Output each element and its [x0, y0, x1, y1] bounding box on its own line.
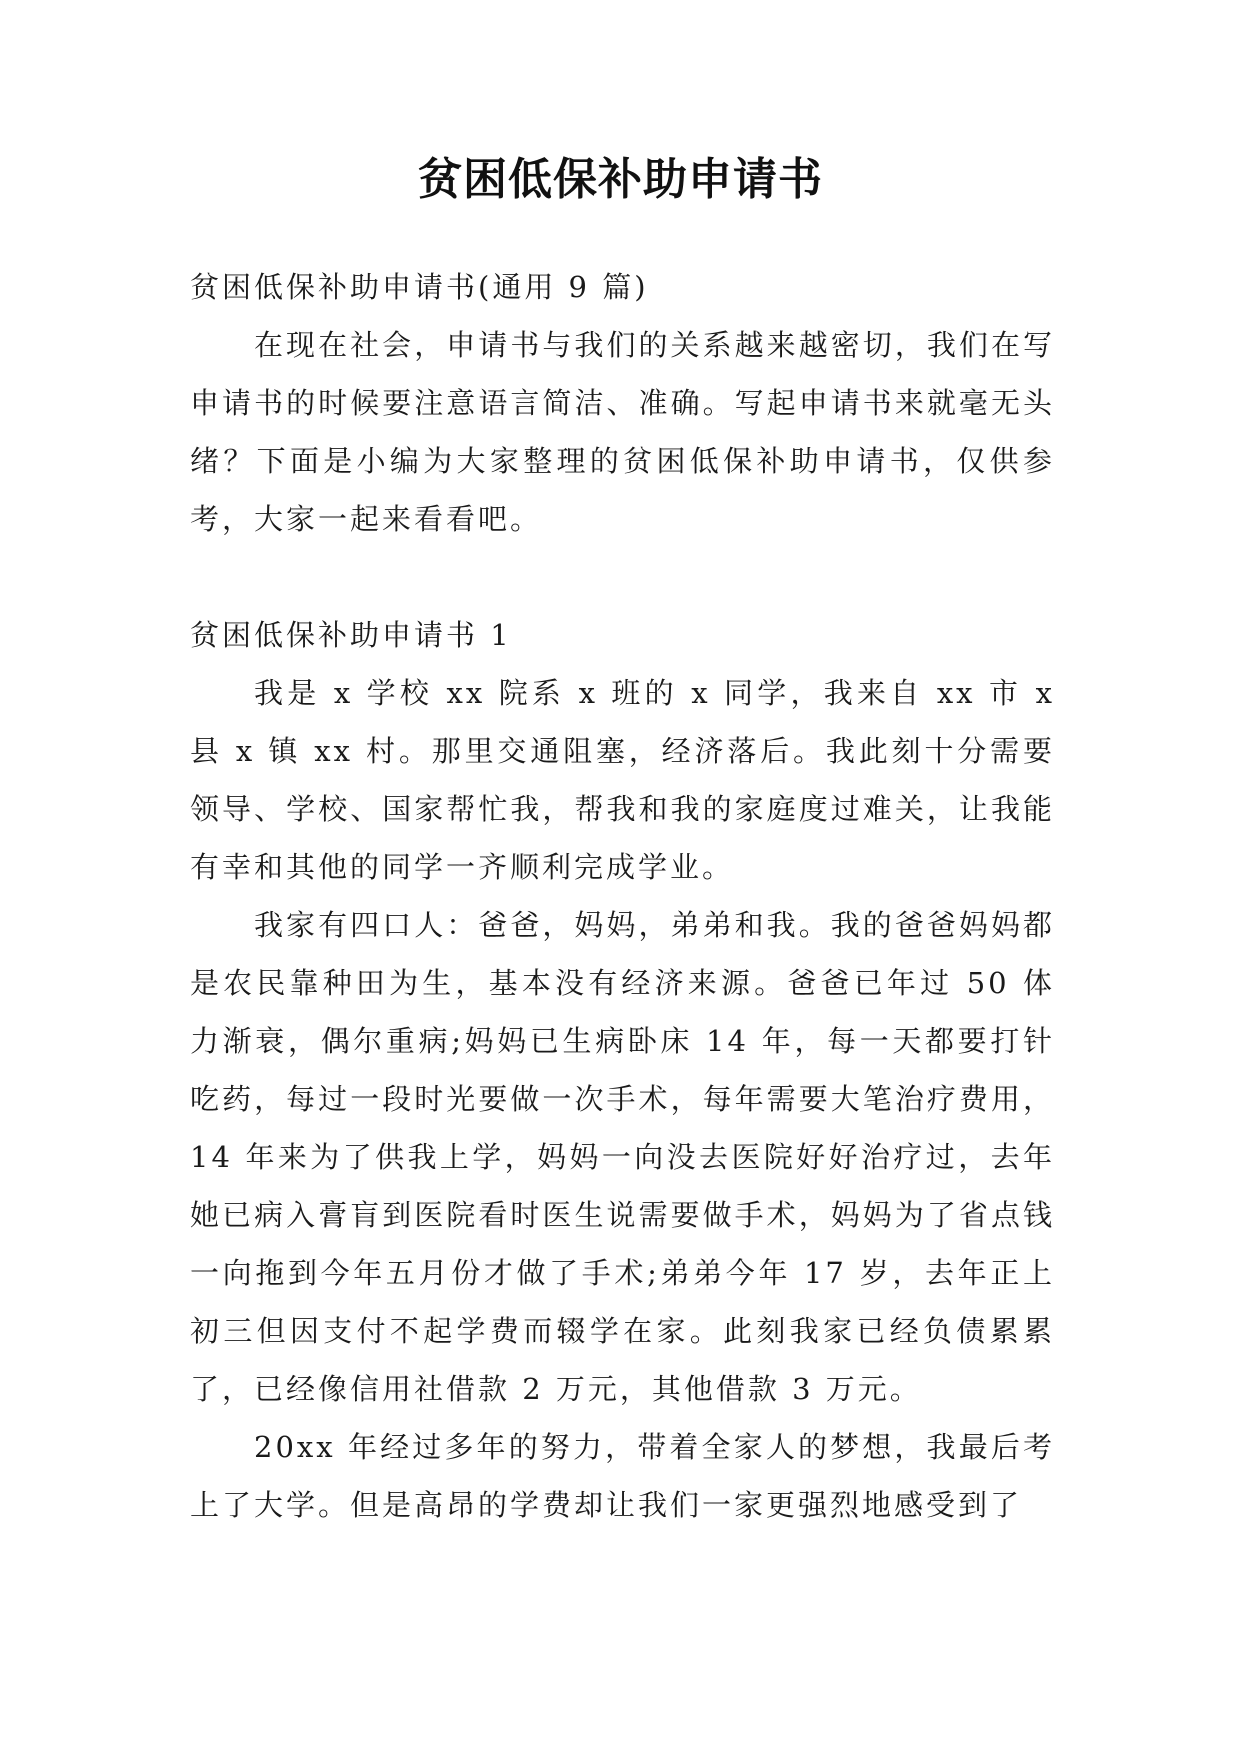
- section-heading: 贫困低保补助申请书 1: [190, 618, 512, 652]
- intro-heading: 贫困低保补助申请书(通用 9 篇): [190, 270, 649, 304]
- section-spacer: [190, 548, 1055, 606]
- body-paragraph: 我是 x 学校 xx 院系 x 班的 x 同学，我来自 xx 市 x 县 x 镇 xx 村。那里交通阻塞，经济落后。我此刻十分需要领导、学校、国家帮忙我，帮我和我的家庭度过难关，让我能有幸和其他的同学一齐顺利完成学业。: [190, 676, 1055, 884]
- body-paragraph: 20xx 年经过多年的努力，带着全家人的梦想，我最后考上了大学。但是高昂的学费却让我们一家更强烈地感受到了: [190, 1430, 1055, 1522]
- body-paragraph: 我家有四口人：爸爸，妈妈，弟弟和我。我的爸爸妈妈都是农民靠种田为生，基本没有经济来源。爸爸已年过 50 体力渐衰，偶尔重病;妈妈已生病卧床 14 年，每一天都要打针吃药，每过一段时光要做一次手术，每年需要大笔治疗费用，14 年来为了供我上学，妈妈一向没去医院好好治疗过，去年她已病入膏肓到医院看时医生说需要做手术，妈妈为了省点钱一向拖到今年五月份才做了手术;弟弟今年 17 岁，去年正上初三但因支付不起学费而辍学在家。此刻我家已经负债累累了，已经像信用社借款 2 万元，其他借款 3 万元。: [190, 908, 1055, 1406]
- document-body: [190, 258, 1055, 1534]
- intro-paragraph: 在现在社会，申请书与我们的关系越来越密切，我们在写申请书的时候要注意语言简洁、准确。写起申请书来就毫无头绪？下面是小编为大家整理的贫困低保补助申请书，仅供参考，大家一起来看看吧。: [190, 328, 1055, 536]
- document-title: 贫困低保补助申请书: [418, 154, 823, 205]
